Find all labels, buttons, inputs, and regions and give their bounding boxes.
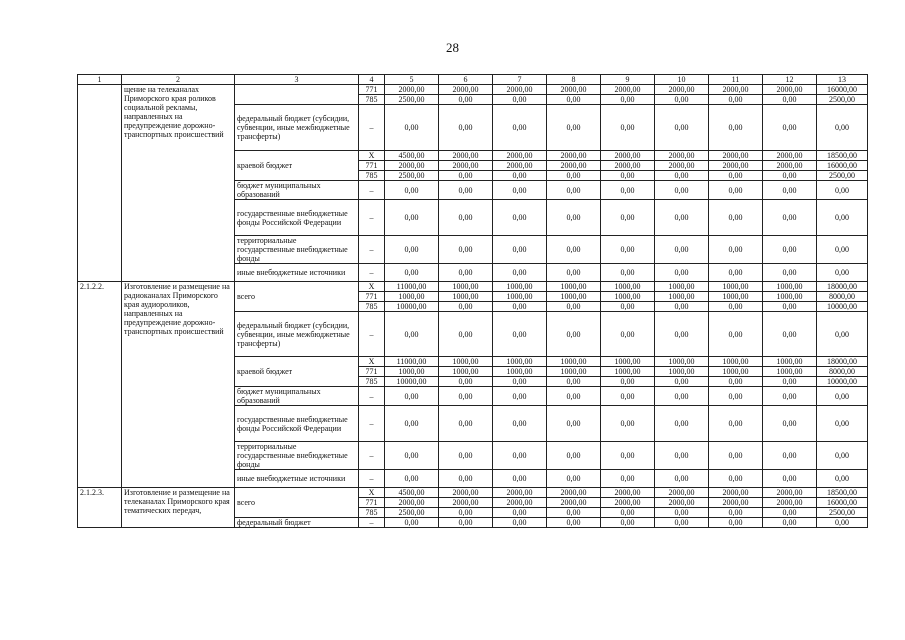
source-cell: [235, 85, 359, 105]
amount-cell: 0,00: [547, 312, 601, 357]
amount-cell: 18000,00: [817, 282, 868, 292]
amount-cell: 10000,00: [385, 377, 439, 387]
kbk-cell: –: [359, 518, 385, 528]
amount-cell: 0,00: [655, 105, 709, 151]
amount-cell: 8000,00: [817, 367, 868, 377]
amount-cell: 0,00: [493, 171, 547, 181]
amount-cell: 0,00: [547, 171, 601, 181]
amount-cell: 0,00: [547, 264, 601, 282]
amount-cell: 0,00: [385, 442, 439, 470]
amount-cell: 0,00: [655, 406, 709, 442]
amount-cell: 0,00: [601, 470, 655, 488]
amount-cell: 0,00: [547, 442, 601, 470]
table-row: [78, 85, 868, 95]
amount-cell: 2000,00: [439, 85, 493, 95]
amount-cell: 0,00: [655, 387, 709, 406]
amount-cell: 0,00: [439, 171, 493, 181]
header-cell: 5: [385, 75, 439, 85]
amount-cell: 0,00: [547, 200, 601, 236]
amount-cell: 0,00: [763, 264, 817, 282]
amount-cell: 1000,00: [655, 367, 709, 377]
source-cell: федеральный бюджет: [235, 518, 359, 528]
amount-cell: 2000,00: [655, 85, 709, 95]
amount-cell: 0,00: [655, 518, 709, 528]
amount-cell: 1000,00: [601, 367, 655, 377]
amount-cell: 0,00: [493, 470, 547, 488]
amount-cell: 0,00: [601, 181, 655, 200]
amount-cell: 0,00: [601, 105, 655, 151]
amount-cell: 2000,00: [655, 151, 709, 161]
amount-cell: 2000,00: [709, 498, 763, 508]
amount-cell: 2500,00: [385, 508, 439, 518]
amount-cell: 0,00: [385, 105, 439, 151]
amount-cell: 0,00: [817, 470, 868, 488]
amount-cell: 2000,00: [655, 498, 709, 508]
amount-cell: 0,00: [655, 302, 709, 312]
kbk-cell: 771: [359, 498, 385, 508]
amount-cell: 0,00: [601, 508, 655, 518]
amount-cell: 1000,00: [439, 357, 493, 367]
amount-cell: 0,00: [493, 442, 547, 470]
amount-cell: 0,00: [655, 200, 709, 236]
amount-cell: 1000,00: [763, 367, 817, 377]
amount-cell: 2500,00: [817, 508, 868, 518]
source-cell: бюджет муниципальных образований: [235, 387, 359, 406]
amount-cell: 0,00: [763, 105, 817, 151]
amount-cell: 2000,00: [547, 498, 601, 508]
amount-cell: 2000,00: [763, 85, 817, 95]
kbk-cell: –: [359, 181, 385, 200]
amount-cell: 0,00: [709, 95, 763, 105]
amount-cell: 0,00: [763, 312, 817, 357]
kbk-cell: 785: [359, 302, 385, 312]
kbk-cell: –: [359, 105, 385, 151]
amount-cell: 0,00: [439, 518, 493, 528]
amount-cell: 2000,00: [655, 488, 709, 498]
amount-cell: 0,00: [439, 264, 493, 282]
amount-cell: 4500,00: [385, 488, 439, 498]
amount-cell: 18500,00: [817, 488, 868, 498]
amount-cell: 0,00: [601, 95, 655, 105]
amount-cell: 0,00: [439, 406, 493, 442]
source-cell: всего: [235, 488, 359, 518]
amount-cell: 0,00: [385, 312, 439, 357]
kbk-cell: –: [359, 236, 385, 264]
amount-cell: 0,00: [385, 200, 439, 236]
amount-cell: 0,00: [817, 387, 868, 406]
amount-cell: 0,00: [547, 95, 601, 105]
amount-cell: 0,00: [655, 171, 709, 181]
amount-cell: 2500,00: [817, 95, 868, 105]
amount-cell: 0,00: [709, 105, 763, 151]
amount-cell: 0,00: [601, 312, 655, 357]
amount-cell: 11000,00: [385, 357, 439, 367]
kbk-cell: X: [359, 282, 385, 292]
kbk-cell: –: [359, 406, 385, 442]
amount-cell: 1000,00: [601, 292, 655, 302]
amount-cell: 0,00: [385, 470, 439, 488]
amount-cell: 1000,00: [385, 367, 439, 377]
source-cell: бюджет муниципальных образований: [235, 181, 359, 200]
kbk-cell: X: [359, 488, 385, 498]
amount-cell: 2000,00: [763, 151, 817, 161]
amount-cell: 0,00: [385, 387, 439, 406]
amount-cell: 0,00: [709, 312, 763, 357]
kbk-cell: –: [359, 470, 385, 488]
amount-cell: 0,00: [493, 508, 547, 518]
kbk-cell: –: [359, 442, 385, 470]
amount-cell: 0,00: [763, 377, 817, 387]
amount-cell: 0,00: [817, 264, 868, 282]
amount-cell: 0,00: [655, 95, 709, 105]
amount-cell: 1000,00: [493, 357, 547, 367]
amount-cell: 0,00: [439, 442, 493, 470]
table-body: [78, 85, 868, 528]
amount-cell: 0,00: [655, 264, 709, 282]
source-cell: иные внебюджетные источники: [235, 264, 359, 282]
kbk-cell: –: [359, 312, 385, 357]
header-cell: 4: [359, 75, 385, 85]
amount-cell: 0,00: [763, 200, 817, 236]
amount-cell: 0,00: [763, 387, 817, 406]
amount-cell: 0,00: [601, 442, 655, 470]
amount-cell: 0,00: [709, 518, 763, 528]
amount-cell: 0,00: [439, 200, 493, 236]
header-cell: 13: [817, 75, 868, 85]
amount-cell: 0,00: [763, 518, 817, 528]
amount-cell: 0,00: [547, 181, 601, 200]
kbk-cell: –: [359, 200, 385, 236]
amount-cell: 1000,00: [655, 357, 709, 367]
source-cell: федеральный бюджет (субсидии, субвенции, иные межбюджетные трансферты): [235, 105, 359, 151]
amount-cell: 0,00: [439, 377, 493, 387]
amount-cell: 0,00: [763, 302, 817, 312]
amount-cell: 1000,00: [547, 292, 601, 302]
description-cell: Изготовление и размещение на телеканалах Приморского края тематических передач,: [122, 488, 235, 528]
amount-cell: 0,00: [601, 406, 655, 442]
amount-cell: 2000,00: [385, 498, 439, 508]
source-cell: федеральный бюджет (субсидии, субвенции, иные межбюджетные трансферты): [235, 312, 359, 357]
amount-cell: 0,00: [763, 181, 817, 200]
amount-cell: 0,00: [817, 518, 868, 528]
amount-cell: 0,00: [709, 470, 763, 488]
amount-cell: 1000,00: [655, 282, 709, 292]
source-cell: иные внебюджетные источники: [235, 470, 359, 488]
amount-cell: 2000,00: [493, 161, 547, 171]
amount-cell: 10000,00: [817, 302, 868, 312]
amount-cell: 0,00: [601, 387, 655, 406]
amount-cell: 0,00: [763, 508, 817, 518]
amount-cell: 1000,00: [493, 282, 547, 292]
amount-cell: 2000,00: [439, 498, 493, 508]
amount-cell: 0,00: [547, 387, 601, 406]
kbk-cell: 771: [359, 161, 385, 171]
amount-cell: 1000,00: [709, 292, 763, 302]
amount-cell: 0,00: [439, 387, 493, 406]
kbk-cell: –: [359, 387, 385, 406]
amount-cell: 18500,00: [817, 151, 868, 161]
header-cell: 9: [601, 75, 655, 85]
amount-cell: 2000,00: [547, 85, 601, 95]
table-row: [78, 282, 868, 292]
amount-cell: 0,00: [709, 264, 763, 282]
amount-cell: 1000,00: [547, 282, 601, 292]
amount-cell: 2000,00: [493, 488, 547, 498]
header-cell: 10: [655, 75, 709, 85]
amount-cell: 0,00: [439, 302, 493, 312]
amount-cell: 0,00: [547, 406, 601, 442]
header-cell: 7: [493, 75, 547, 85]
amount-cell: 1000,00: [439, 292, 493, 302]
amount-cell: 0,00: [439, 95, 493, 105]
amount-cell: 2000,00: [493, 85, 547, 95]
amount-cell: 0,00: [709, 181, 763, 200]
amount-cell: 0,00: [385, 236, 439, 264]
amount-cell: 10000,00: [385, 302, 439, 312]
amount-cell: 0,00: [547, 105, 601, 151]
amount-cell: 0,00: [709, 442, 763, 470]
amount-cell: 0,00: [439, 312, 493, 357]
amount-cell: 2000,00: [709, 151, 763, 161]
amount-cell: 2000,00: [601, 488, 655, 498]
amount-cell: 1000,00: [601, 357, 655, 367]
amount-cell: 0,00: [493, 377, 547, 387]
amount-cell: 0,00: [709, 508, 763, 518]
header-cell: 3: [235, 75, 359, 85]
amount-cell: 0,00: [817, 312, 868, 357]
amount-cell: 0,00: [439, 470, 493, 488]
amount-cell: 16000,00: [817, 498, 868, 508]
amount-cell: 0,00: [817, 181, 868, 200]
amount-cell: 0,00: [493, 264, 547, 282]
amount-cell: 2000,00: [655, 161, 709, 171]
amount-cell: 1000,00: [439, 367, 493, 377]
amount-cell: 0,00: [655, 508, 709, 518]
amount-cell: 4500,00: [385, 151, 439, 161]
amount-cell: 2000,00: [763, 161, 817, 171]
kbk-cell: 785: [359, 508, 385, 518]
amount-cell: 0,00: [439, 508, 493, 518]
amount-cell: 1000,00: [547, 367, 601, 377]
amount-cell: 0,00: [547, 470, 601, 488]
source-cell: территориальные государственные внебюджетные фонды: [235, 442, 359, 470]
amount-cell: 2000,00: [439, 488, 493, 498]
amount-cell: 1000,00: [439, 282, 493, 292]
amount-cell: 0,00: [655, 377, 709, 387]
amount-cell: 0,00: [817, 236, 868, 264]
kbk-cell: X: [359, 151, 385, 161]
amount-cell: 2000,00: [439, 151, 493, 161]
amount-cell: 0,00: [763, 442, 817, 470]
amount-cell: 8000,00: [817, 292, 868, 302]
amount-cell: 0,00: [655, 181, 709, 200]
amount-cell: 0,00: [601, 377, 655, 387]
amount-cell: 1000,00: [709, 357, 763, 367]
table-header-row: [78, 75, 868, 85]
amount-cell: 0,00: [493, 387, 547, 406]
kbk-cell: 771: [359, 367, 385, 377]
amount-cell: 0,00: [493, 181, 547, 200]
amount-cell: 18000,00: [817, 357, 868, 367]
amount-cell: 0,00: [655, 470, 709, 488]
budget-table: [77, 74, 868, 528]
amount-cell: 0,00: [493, 518, 547, 528]
source-cell: государственные внебюджетные фонды Российской Федерации: [235, 406, 359, 442]
description-cell: Изготовление и размещение на радиоканалах Приморского края аудиороликов, направленных на предупреждение дорожно-транспортных происшествий: [122, 282, 235, 488]
amount-cell: 16000,00: [817, 161, 868, 171]
amount-cell: 0,00: [655, 236, 709, 264]
amount-cell: 0,00: [709, 387, 763, 406]
amount-cell: 2000,00: [601, 498, 655, 508]
amount-cell: 16000,00: [817, 85, 868, 95]
amount-cell: 1000,00: [763, 282, 817, 292]
amount-cell: 0,00: [601, 518, 655, 528]
amount-cell: 0,00: [493, 302, 547, 312]
code-cell: [78, 85, 122, 282]
amount-cell: 0,00: [817, 200, 868, 236]
amount-cell: 0,00: [709, 171, 763, 181]
amount-cell: 2500,00: [817, 171, 868, 181]
amount-cell: 0,00: [655, 312, 709, 357]
page-number: 28: [446, 40, 459, 55]
amount-cell: 0,00: [439, 181, 493, 200]
amount-cell: 1000,00: [763, 292, 817, 302]
amount-cell: 0,00: [709, 302, 763, 312]
amount-cell: 0,00: [493, 105, 547, 151]
amount-cell: 1000,00: [601, 282, 655, 292]
amount-cell: 0,00: [493, 312, 547, 357]
code-cell: 2.1.2.3.: [78, 488, 122, 528]
amount-cell: 2000,00: [547, 161, 601, 171]
amount-cell: 1000,00: [547, 357, 601, 367]
amount-cell: 0,00: [817, 105, 868, 151]
amount-cell: 2000,00: [763, 498, 817, 508]
header-cell: 1: [78, 75, 122, 85]
kbk-cell: X: [359, 357, 385, 367]
amount-cell: 2000,00: [601, 161, 655, 171]
amount-cell: 0,00: [709, 200, 763, 236]
source-cell: краевой бюджет: [235, 357, 359, 387]
amount-cell: 0,00: [493, 200, 547, 236]
amount-cell: 2000,00: [439, 161, 493, 171]
amount-cell: 0,00: [601, 236, 655, 264]
kbk-cell: 771: [359, 292, 385, 302]
amount-cell: 0,00: [547, 377, 601, 387]
amount-cell: 0,00: [763, 470, 817, 488]
kbk-cell: –: [359, 264, 385, 282]
header-cell: 12: [763, 75, 817, 85]
amount-cell: 0,00: [763, 171, 817, 181]
amount-cell: 2000,00: [385, 161, 439, 171]
amount-cell: 0,00: [709, 377, 763, 387]
amount-cell: 2000,00: [385, 85, 439, 95]
amount-cell: 1000,00: [493, 367, 547, 377]
amount-cell: 2500,00: [385, 171, 439, 181]
amount-cell: 11000,00: [385, 282, 439, 292]
amount-cell: 0,00: [601, 264, 655, 282]
kbk-cell: 785: [359, 95, 385, 105]
amount-cell: 2500,00: [385, 95, 439, 105]
description-cell: щение на телеканалах Приморского края роликов социальной рекламы, направленных на предупреждение дорожно-транспортных происшествий: [122, 85, 235, 282]
amount-cell: 0,00: [439, 105, 493, 151]
amount-cell: 2000,00: [709, 161, 763, 171]
amount-cell: 0,00: [493, 406, 547, 442]
amount-cell: 1000,00: [709, 367, 763, 377]
amount-cell: 0,00: [709, 406, 763, 442]
amount-cell: 0,00: [439, 236, 493, 264]
amount-cell: 0,00: [493, 95, 547, 105]
kbk-cell: 785: [359, 171, 385, 181]
amount-cell: 0,00: [763, 95, 817, 105]
amount-cell: 2000,00: [709, 488, 763, 498]
source-cell: краевой бюджет: [235, 151, 359, 181]
source-cell: государственные внебюджетные фонды Российской Федерации: [235, 200, 359, 236]
amount-cell: 0,00: [655, 442, 709, 470]
header-cell: 11: [709, 75, 763, 85]
amount-cell: 2000,00: [601, 85, 655, 95]
amount-cell: 2000,00: [763, 488, 817, 498]
amount-cell: 0,00: [547, 508, 601, 518]
amount-cell: 1000,00: [493, 292, 547, 302]
amount-cell: 2000,00: [493, 498, 547, 508]
header-cell: 8: [547, 75, 601, 85]
amount-cell: 1000,00: [655, 292, 709, 302]
amount-cell: 1000,00: [709, 282, 763, 292]
amount-cell: 10000,00: [817, 377, 868, 387]
amount-cell: 0,00: [385, 181, 439, 200]
amount-cell: 0,00: [385, 406, 439, 442]
amount-cell: 0,00: [547, 302, 601, 312]
amount-cell: 0,00: [817, 442, 868, 470]
amount-cell: 0,00: [601, 200, 655, 236]
amount-cell: 0,00: [547, 236, 601, 264]
header-cell: 6: [439, 75, 493, 85]
amount-cell: 0,00: [385, 264, 439, 282]
amount-cell: 2000,00: [493, 151, 547, 161]
kbk-cell: 771: [359, 85, 385, 95]
amount-cell: 0,00: [817, 406, 868, 442]
amount-cell: 0,00: [385, 518, 439, 528]
amount-cell: 0,00: [763, 236, 817, 264]
kbk-cell: 785: [359, 377, 385, 387]
amount-cell: 0,00: [763, 406, 817, 442]
amount-cell: 0,00: [709, 236, 763, 264]
amount-cell: 2000,00: [547, 151, 601, 161]
amount-cell: 2000,00: [709, 85, 763, 95]
amount-cell: 2000,00: [601, 151, 655, 161]
amount-cell: 0,00: [547, 518, 601, 528]
amount-cell: 1000,00: [763, 357, 817, 367]
amount-cell: 1000,00: [385, 292, 439, 302]
source-cell: территориальные государственные внебюджетные фонды: [235, 236, 359, 264]
amount-cell: 0,00: [493, 236, 547, 264]
table-row: [78, 488, 868, 498]
amount-cell: 0,00: [601, 302, 655, 312]
source-cell: всего: [235, 282, 359, 312]
amount-cell: 2000,00: [547, 488, 601, 498]
amount-cell: 0,00: [601, 171, 655, 181]
header-cell: 2: [122, 75, 235, 85]
code-cell: 2.1.2.2.: [78, 282, 122, 488]
